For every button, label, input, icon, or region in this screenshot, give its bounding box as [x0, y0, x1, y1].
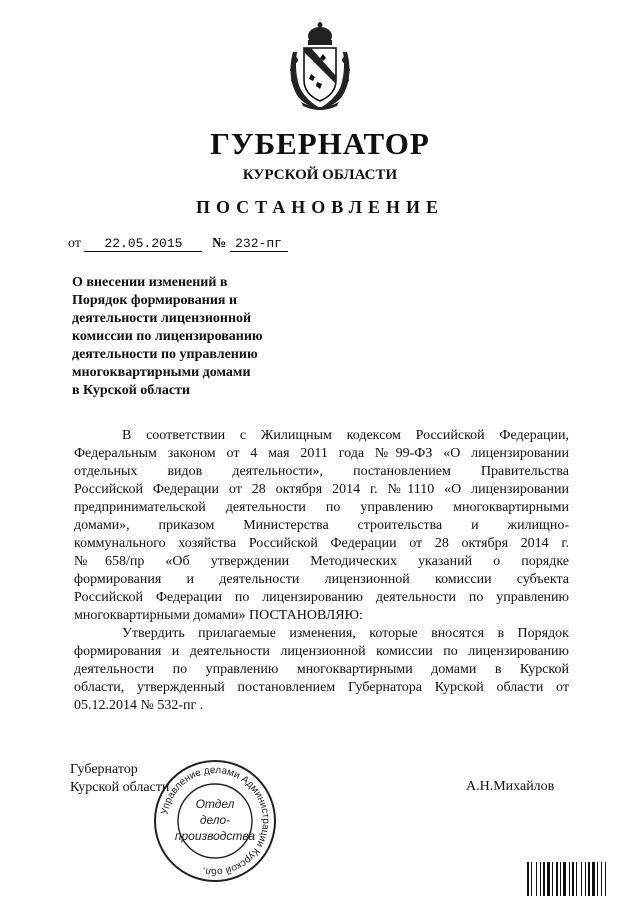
- barcode-bar: [543, 862, 545, 896]
- barcode-bar: [592, 862, 595, 896]
- region-heading: КУРСКОЙ ОБЛАСТИ: [242, 167, 398, 183]
- document-body: [74, 427, 569, 715]
- position-line: Курской области: [70, 780, 170, 795]
- barcode-bar: [540, 862, 541, 896]
- body-line: формирования и деятельности лицензионной комиссии по лицензированию: [74, 644, 569, 659]
- number-sign: №: [211, 236, 227, 251]
- body-line: №658/пр «Об утверждении Методических указаний о порядке: [74, 554, 569, 569]
- subject-line: многоквартирными домами: [72, 365, 251, 380]
- body-line: деятельности по управлению многоквартирными домами в Курской: [74, 662, 569, 677]
- body-line: Федеральным законом от 4 мая 2011 года №99-ФЗ «О лицензировании: [74, 446, 569, 461]
- barcode-bar: [576, 862, 577, 896]
- body-line: 05.12.2014 № 532-пг .: [74, 698, 204, 713]
- document-number: 232-пг: [230, 236, 288, 252]
- body-line: домами», приказом Министерства строительства и жилищно-: [74, 518, 569, 533]
- body-line: коммунального хозяйства Российской Федерации от 28 октября 2014 г.: [74, 536, 569, 551]
- document-type-heading: ПОСТАНОВЛЕНИЕ: [195, 197, 445, 217]
- barcode-bar: [581, 862, 582, 896]
- barcode-bar: [527, 862, 529, 896]
- barcode-bar: [552, 862, 553, 896]
- barcode-bar: [588, 862, 590, 896]
- barcode-bar: [585, 862, 586, 896]
- subject-line: деятельности по управлению: [72, 347, 258, 362]
- barcode-bar: [536, 862, 537, 896]
- governor-heading: ГУБЕРНАТОР: [210, 126, 430, 161]
- barcode-bar: [560, 862, 561, 896]
- date-prefix: от: [68, 236, 81, 251]
- barcode-bar: [531, 862, 532, 896]
- body-line: многоквартирными домами» ПОСТАНОВЛЯЮ:: [74, 608, 363, 623]
- stamp-center-line: дело-: [199, 813, 231, 827]
- barcode-bar: [556, 862, 558, 896]
- office-stamp: [150, 756, 280, 886]
- body-line: предпринимательской деятельности по управлению многоквартирными: [74, 500, 569, 515]
- document-subject: [72, 274, 312, 400]
- body-line: Российской Федерации по лицензированию деятельности по управлению: [74, 590, 569, 605]
- barcode-bar: [597, 862, 598, 896]
- barcode-bar: [547, 862, 550, 896]
- subject-line: в Курской области: [72, 383, 190, 398]
- barcode: [527, 862, 625, 896]
- barcode-bar: [563, 862, 566, 896]
- stamp-center-line: производства: [174, 829, 256, 843]
- stamp-ring-text: Управление делами Администрации Курской обл.: [159, 764, 272, 878]
- body-line: Российской Федерации от 28 октября 2014 г. №1110 «О лицензировании: [74, 482, 569, 497]
- barcode-bar: [601, 862, 602, 896]
- body-line: формирования и деятельности лицензионной комиссии субъекта: [74, 572, 569, 587]
- body-line: области, утвержденный постановлением Губернатора Курской области от: [74, 680, 569, 695]
- barcode-bar: [572, 862, 574, 896]
- subject-line: О внесении изменений в: [72, 275, 228, 290]
- subject-line: деятельности лицензионной: [72, 311, 252, 326]
- body-line: В соответствии с Жилищным кодексом Российской Федерации,: [122, 428, 569, 443]
- coat-of-arms-emblem: [287, 22, 353, 110]
- body-line: Утвердить прилагаемые изменения, которые вносятся в Порядок: [122, 626, 569, 641]
- position-line: Губернатор: [70, 762, 138, 777]
- signatory-name: А.Н.Михайлов: [466, 779, 555, 794]
- document-date: 22.05.2015: [84, 236, 202, 252]
- date-number-line: [68, 236, 288, 252]
- subject-line: комиссии по лицензированию: [72, 329, 263, 344]
- barcode-bar: [569, 862, 570, 896]
- body-line: отдельных видов деятельности», постановлением Правительства: [74, 464, 569, 479]
- stamp-center-line: Отдел: [195, 797, 235, 811]
- barcode-bar: [605, 862, 606, 896]
- subject-line: Порядок формирования и: [72, 293, 238, 308]
